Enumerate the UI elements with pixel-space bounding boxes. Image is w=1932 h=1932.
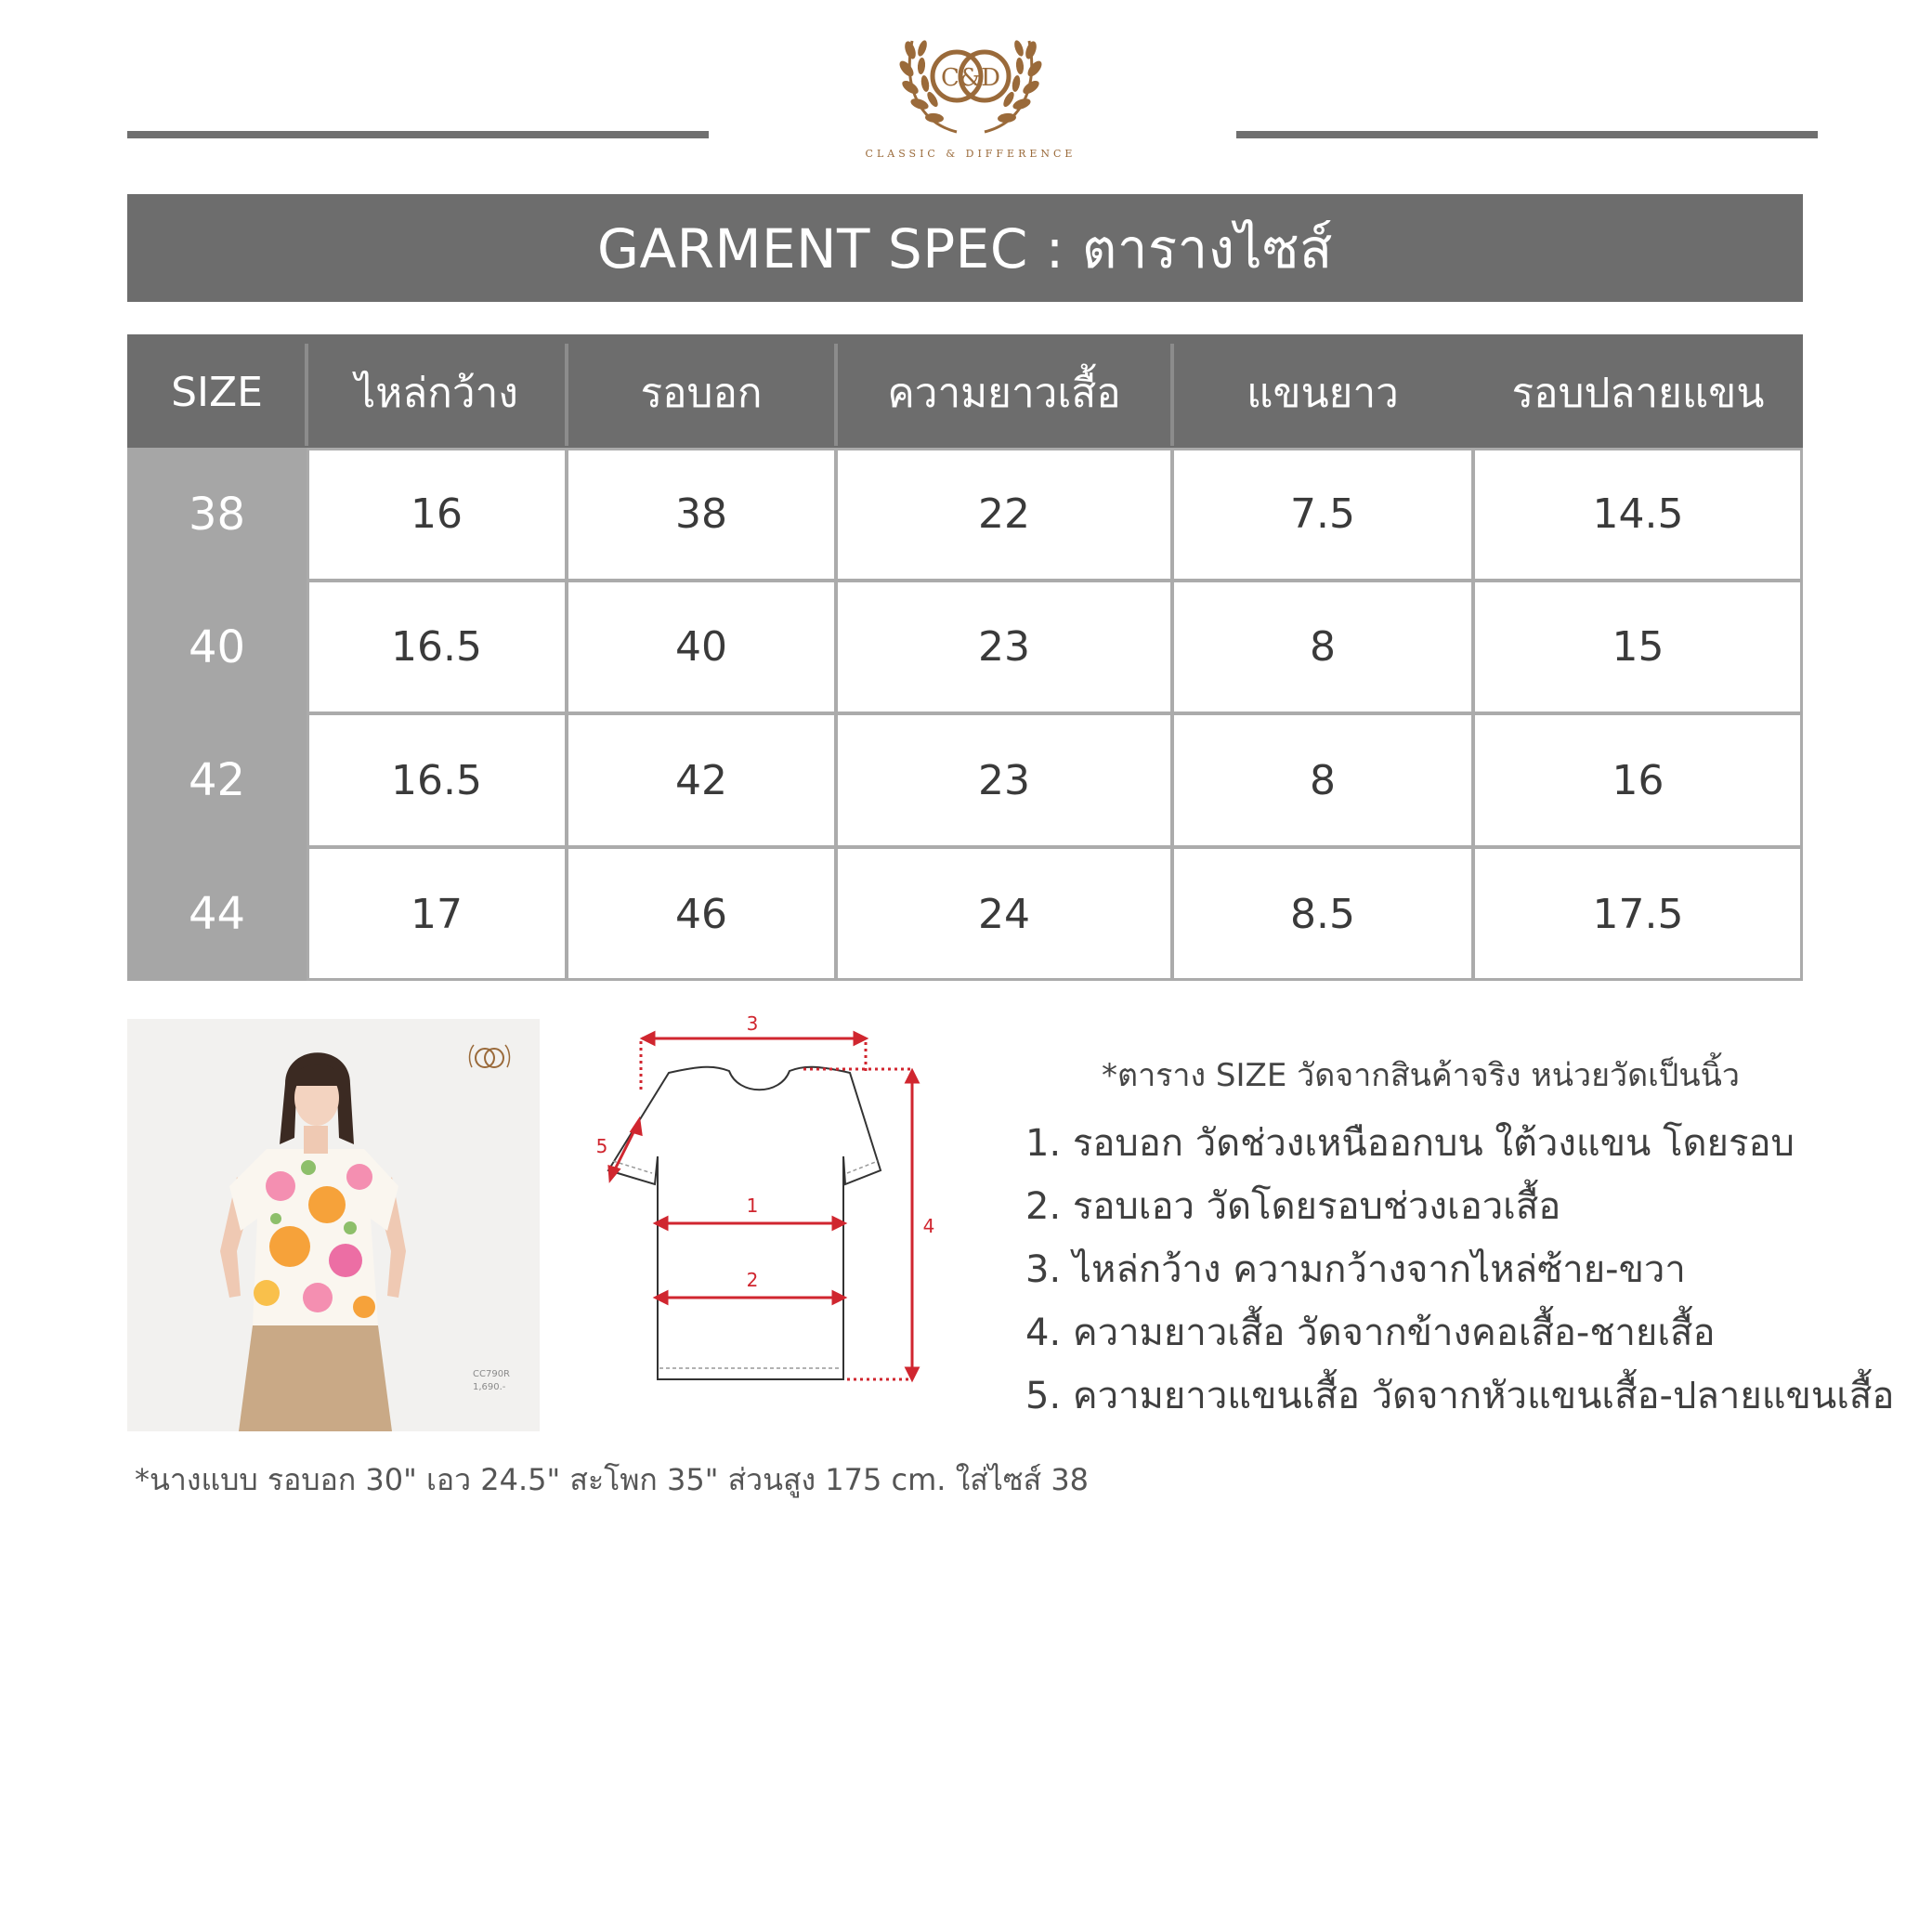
table-cell: 8 (1310, 623, 1336, 671)
label-1: 1 (746, 1194, 759, 1217)
table-cell: 16.5 (391, 756, 482, 804)
table-cell: 23 (978, 623, 1030, 671)
arrowhead (907, 1071, 918, 1082)
page-title: GARMENT SPEC : ตารางไซส์ (597, 216, 1333, 281)
size-38: 38 (188, 488, 246, 541)
table-cell: 38 (675, 490, 727, 538)
header-sleeve-opening: รอบปลายแขน (1511, 369, 1765, 417)
table-cell: 16 (1612, 756, 1664, 804)
table-cell: 16 (411, 490, 463, 538)
arrowhead (632, 1120, 641, 1134)
brand-logo (892, 13, 1050, 143)
header-chest: รอบอก (640, 369, 763, 417)
table-cell: 15 (1612, 623, 1664, 671)
measurement-diagram (585, 1008, 957, 1389)
size-44: 44 (188, 888, 246, 940)
notes-title: *ตาราง SIZE วัดจากสินค้าจริง หน่วยวัดเป็นนิ้ว (1102, 1057, 1740, 1094)
arrowhead (855, 1033, 866, 1044)
table-cell: 8 (1310, 756, 1336, 804)
photo-logo-mark (466, 1039, 513, 1077)
label-5: 5 (595, 1135, 608, 1157)
arrowhead (907, 1368, 918, 1379)
size-42: 42 (188, 754, 246, 806)
table-cell: 22 (978, 490, 1030, 538)
table-cell: 24 (978, 890, 1030, 938)
header-sleeve: แขนยาว (1247, 369, 1399, 417)
header-shoulder: ไหล่กว้าง (355, 369, 518, 417)
table-cell: 7.5 (1290, 490, 1355, 538)
note-item: 2. รอบเอว วัดโดยรอบช่วงเอวเสื้อ (1025, 1185, 1561, 1228)
note-item: 4. ความยาวเสื้อ วัดจากข้างคอเสื้อ-ชายเสื้อ (1025, 1312, 1716, 1354)
table-cell: 46 (675, 890, 727, 938)
note-item: 1. รอบอก วัดช่วงเหนืออกบน ใต้วงแขน โดยรอบ (1025, 1122, 1795, 1165)
table-cell: 16.5 (391, 623, 482, 671)
size-40: 40 (188, 620, 246, 673)
logo-text: C&D (941, 64, 1000, 92)
header-separator (305, 344, 308, 446)
note-item: 5. ความยาวแขนเสื้อ วัดจากหัวแขนเสื้อ-ปลายแขนเสื้อ (1025, 1375, 1895, 1417)
title-banner (127, 194, 1803, 302)
product-code: CC790R (473, 1369, 510, 1379)
header-separator (565, 344, 568, 446)
header-length: ความยาวเสื้อ (887, 369, 1121, 417)
brand-tagline: CLASSIC & DIFFERENCE (865, 148, 1077, 160)
arrowhead (609, 1167, 619, 1180)
table-cell: 8.5 (1290, 890, 1355, 938)
header-separator (1170, 344, 1174, 446)
label-2: 2 (746, 1269, 759, 1291)
header-separator (834, 344, 838, 446)
label-4: 4 (922, 1215, 935, 1237)
table-cell: 17.5 (1592, 890, 1684, 938)
table-cell: 23 (978, 756, 1030, 804)
product-code-block (473, 1368, 510, 1394)
label-3: 3 (746, 1012, 759, 1035)
arrowhead (643, 1033, 654, 1044)
header-rule-left (127, 131, 709, 138)
table-cell: 40 (675, 623, 727, 671)
table-cell: 14.5 (1592, 490, 1684, 538)
note-item: 3. ไหล่กว้าง ความกว้างจากไหล่ซ้าย-ขวา (1025, 1248, 1686, 1291)
header-size: SIZE (171, 369, 263, 416)
table-cell: 17 (411, 890, 463, 938)
model-footnote: *นางแบบ รอบอก 30" เอว 24.5" สะโพก 35" ส่วนสูง 175 cm. ใส่ไซส์ 38 (135, 1462, 1090, 1497)
product-price: 1,690.- (473, 1382, 506, 1392)
header-rule-right (1236, 131, 1818, 138)
model-photo (127, 1019, 540, 1431)
table-cell: 42 (675, 756, 727, 804)
size-table (127, 334, 1803, 981)
